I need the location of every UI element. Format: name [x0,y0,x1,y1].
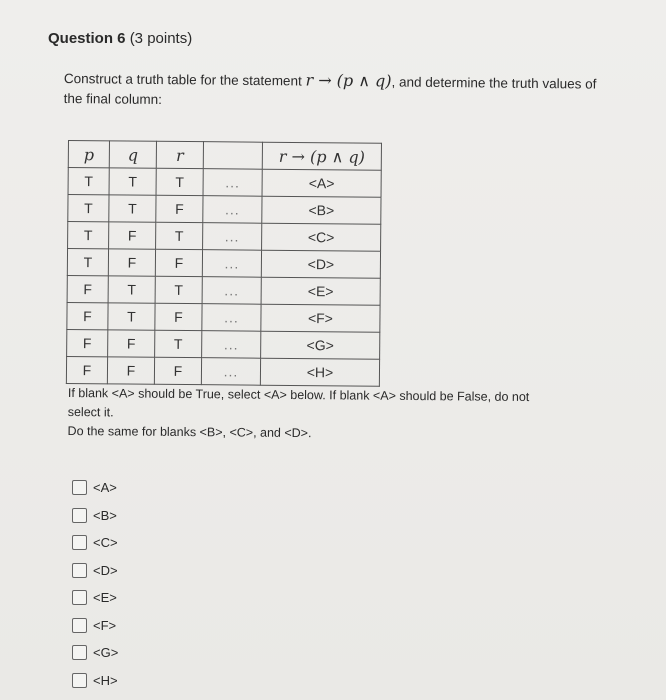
truth-table-row [67,249,380,279]
instructions [68,384,548,445]
header-intermediate [203,142,262,170]
header-q: q [109,141,156,168]
truth-table-row [66,356,379,386]
truth-table-header-row [68,141,381,171]
option-label: <E> [93,590,117,606]
cell-r: T [155,330,202,357]
cell-p: F [67,329,108,356]
option-label: <H> [93,672,118,688]
cell-intermediate: ... [202,250,261,278]
cell-r: F [155,303,202,330]
cell-final: <B> [262,196,381,224]
header-final: r → (p ∧ q) [262,142,381,170]
question-prompt [64,68,604,115]
cell-final: <G> [261,331,380,359]
truth-table-row [68,222,381,252]
option-label: <G> [93,645,119,661]
truth-table-row [68,168,381,198]
cell-q: F [108,249,155,276]
option-item[interactable] [72,584,118,612]
cell-r: F [154,357,201,384]
cell-p: T [67,249,108,276]
option-label: <C> [93,535,118,551]
cell-p: F [67,302,108,329]
option-item[interactable] [72,502,118,530]
cell-final: <A> [262,169,381,197]
cell-intermediate: ... [202,277,261,305]
cell-final: <H> [260,358,379,386]
checkbox[interactable] [72,535,87,550]
header-p: p [68,141,109,168]
cell-p: T [68,168,109,195]
option-label: <B> [93,507,117,523]
truth-table-row [67,329,380,359]
checkbox[interactable] [72,508,87,523]
cell-intermediate: ... [201,358,260,386]
cell-final: <F> [261,304,380,332]
option-label: <F> [93,617,117,633]
option-item[interactable] [72,474,118,502]
instructions-line-2: Do the same for blanks <B>, <C>, and <D>. [67,423,312,441]
option-item[interactable] [72,612,118,640]
cell-r: T [155,276,202,303]
option-item[interactable] [72,529,118,557]
cell-r: T [156,222,203,249]
option-label: <D> [93,562,118,578]
option-item[interactable] [72,557,118,585]
option-item[interactable] [72,639,118,667]
cell-q: T [108,276,155,303]
prompt-text-before: Construct a truth table for the statement [63,70,306,89]
checkbox[interactable] [72,673,87,688]
cell-q: T [108,303,155,330]
cell-q: F [108,330,155,357]
cell-intermediate: ... [203,196,262,224]
truth-table-row [68,195,381,225]
cell-r: T [156,168,203,195]
option-item[interactable] [72,667,118,695]
cell-intermediate: ... [202,304,261,332]
cell-q: T [109,195,156,222]
cell-intermediate: ... [203,223,262,251]
question-points: (3 points) [129,30,193,47]
cell-p: T [68,195,109,222]
cell-intermediate: ... [203,169,262,197]
cell-q: T [109,168,156,195]
cell-r: F [155,249,202,276]
cell-final: <D> [261,250,380,278]
cell-p: F [67,275,108,302]
checkbox[interactable] [72,590,87,605]
prompt-statement: r → (p ∧ q) [305,70,392,91]
cell-final: <C> [262,223,381,251]
answer-options [72,474,118,694]
header-r: r [156,141,203,168]
instructions-line-1: If blank <A> should be True, select <A> below. If blank <A> should be False, do not select it. [67,385,530,420]
cell-p: F [66,356,107,383]
truth-table [66,140,382,387]
cell-q: F [109,222,156,249]
cell-final: <E> [261,277,380,305]
question-title [48,30,192,47]
question-number: Question 6 [48,30,126,47]
checkbox[interactable] [72,480,87,495]
checkbox[interactable] [72,618,87,633]
truth-table-row [67,302,380,332]
checkbox[interactable] [72,645,87,660]
prompt-text-after: , and determine the truth values of the final column: [63,74,597,108]
cell-r: F [156,195,203,222]
cell-q: F [107,357,154,384]
cell-intermediate: ... [202,331,261,359]
truth-table-row [67,275,380,305]
option-label: <A> [93,480,117,496]
checkbox[interactable] [72,563,87,578]
cell-p: T [68,222,109,249]
